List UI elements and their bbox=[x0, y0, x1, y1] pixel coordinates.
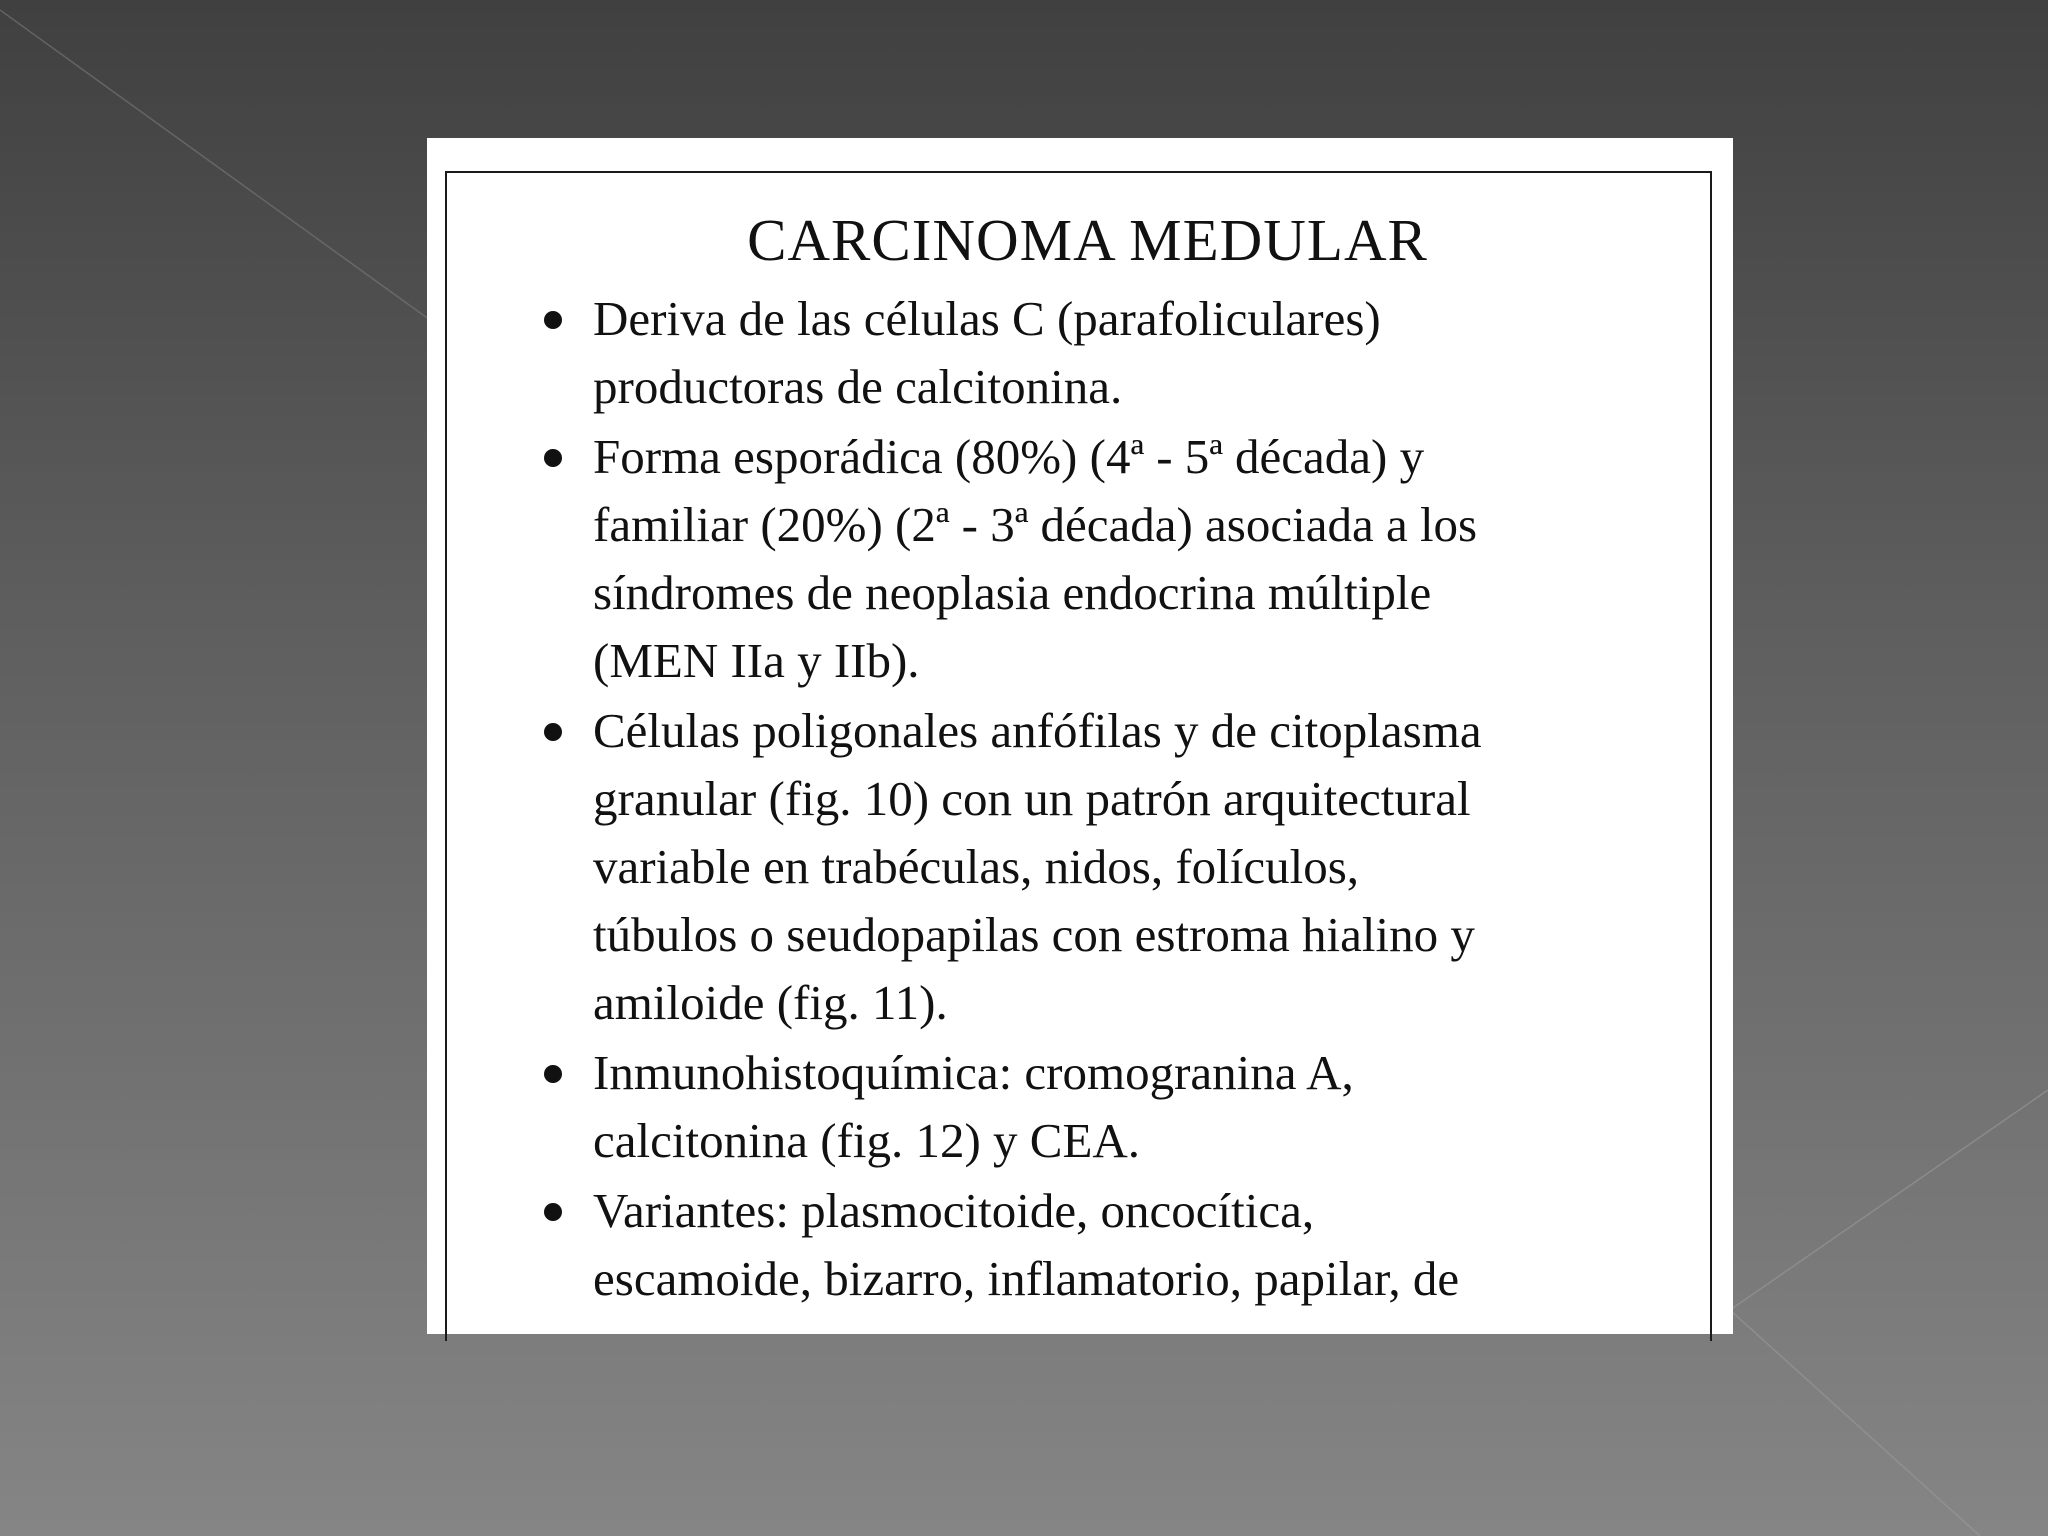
bullet-text-line: Variantes: plasmocitoide, oncocítica, bbox=[593, 1183, 1315, 1238]
bullet-text-line: Forma esporádica (80%) (4ª - 5ª década) y bbox=[593, 429, 1425, 484]
document-frame bbox=[445, 171, 1712, 1341]
list-item bbox=[447, 1177, 1710, 1313]
bullet-text-line: productoras de calcitonina. bbox=[593, 359, 1123, 414]
bullet-icon bbox=[544, 723, 562, 741]
bullet-text-line: túbulos o seudopapilas con estroma hialino y bbox=[593, 907, 1475, 962]
bullet-list bbox=[447, 285, 1710, 1315]
bullet-icon bbox=[544, 1065, 562, 1083]
bullet-text-line: Inmunohistoquímica: cromogranina A, bbox=[593, 1045, 1354, 1100]
bullet-text-line: granular (fig. 10) con un patrón arquitectural bbox=[593, 771, 1471, 826]
bullet-text-line: familiar (20%) (2ª - 3ª década) asociada a los bbox=[593, 497, 1478, 552]
bullet-text-line: escamoide, bizarro, inflamatorio, papilar, de bbox=[593, 1251, 1460, 1306]
bullet-text-line: Células poligonales anfófilas y de citoplasma bbox=[593, 703, 1482, 758]
bullet-text-line: amiloide (fig. 11). bbox=[593, 975, 948, 1030]
list-item bbox=[447, 423, 1710, 695]
bullet-text-line: variable en trabéculas, nidos, folículos, bbox=[593, 839, 1360, 894]
bullet-text-line: (MEN IIa y IIb). bbox=[593, 633, 920, 688]
list-item bbox=[447, 697, 1710, 1037]
bullet-icon bbox=[544, 1203, 562, 1221]
list-item bbox=[447, 1039, 1710, 1175]
bullet-text-line: Deriva de las células C (parafoliculares) bbox=[593, 291, 1381, 346]
bullet-icon bbox=[544, 449, 562, 467]
document-image bbox=[427, 138, 1733, 1334]
bullet-text-line: calcitonina (fig. 12) y CEA. bbox=[593, 1113, 1141, 1168]
bullet-icon bbox=[544, 311, 562, 329]
bullet-text-line: síndromes de neoplasia endocrina múltiple bbox=[593, 565, 1432, 620]
page-title: CARCINOMA MEDULAR bbox=[747, 207, 1428, 273]
list-item bbox=[447, 285, 1710, 421]
